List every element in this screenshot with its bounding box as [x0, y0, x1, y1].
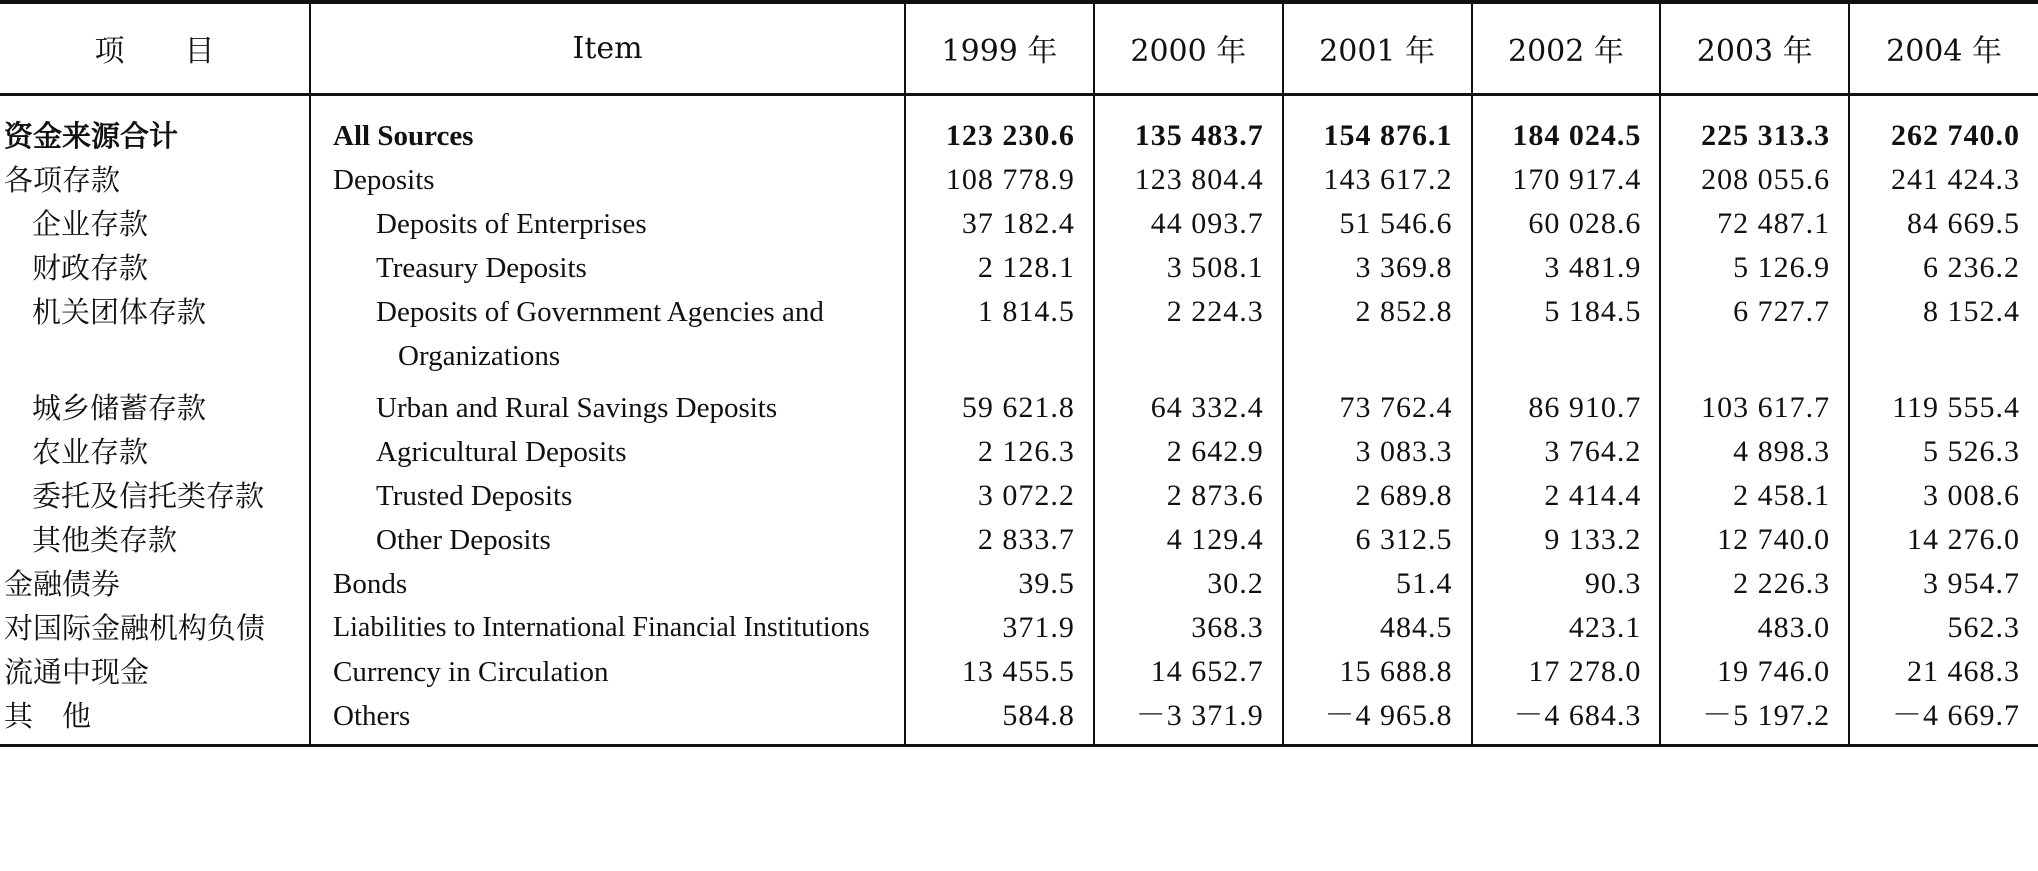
cell-1999: 371.9: [905, 606, 1094, 650]
cell-2001: 3 369.8: [1283, 246, 1472, 290]
cell-1999: 123 230.6: [905, 94, 1094, 158]
header-item-en: Item: [310, 2, 905, 94]
table-row-government-agencies-deposits: [0, 290, 2038, 386]
row-label-cn: 机关团体存款: [32, 294, 207, 329]
cell-1999: 3 072.2: [905, 474, 1094, 518]
header-year-2003: 2003 年: [1660, 2, 1849, 94]
row-label-en-line1: Deposits of Government Agencies and: [376, 295, 824, 328]
table-row-bonds: [0, 562, 2038, 606]
cell-2004: 3 008.6: [1849, 474, 2038, 518]
cell-2002: 86 910.7: [1472, 386, 1661, 430]
cell-2004: 21 468.3: [1849, 650, 2038, 694]
row-label-cn: 农业存款: [32, 434, 149, 469]
table-row-currency-in-circulation: [0, 650, 2038, 694]
row-label-cn: 委托及信托类存款: [32, 478, 265, 513]
cell-2004: 8 152.4: [1849, 290, 2038, 386]
cell-2003: 6 727.7: [1660, 290, 1849, 386]
cell-2000: 123 804.4: [1094, 158, 1283, 202]
row-label-cn: 其他类存款: [32, 522, 178, 557]
row-label-cn: 金融债券: [4, 566, 121, 601]
row-label-cn: 对国际金融机构负债: [4, 610, 266, 645]
header-row: [0, 2, 2038, 94]
cell-2003: 19 746.0: [1660, 650, 1849, 694]
cell-2002: 423.1: [1472, 606, 1661, 650]
cell-2001: 143 617.2: [1283, 158, 1472, 202]
cell-1999: 13 455.5: [905, 650, 1094, 694]
cell-2004: 3 954.7: [1849, 562, 2038, 606]
header-year-1999: 1999 年: [905, 2, 1094, 94]
cell-2002: 5 184.5: [1472, 290, 1661, 386]
row-label-en: Urban and Rural Savings Deposits: [310, 386, 905, 430]
cell-2003: 5 126.9: [1660, 246, 1849, 290]
table-row-agricultural-deposits: [0, 430, 2038, 474]
cell-1999: 59 621.8: [905, 386, 1094, 430]
cell-2001: 51.4: [1283, 562, 1472, 606]
cell-2001: 2 852.8: [1283, 290, 1472, 386]
cell-2003: 12 740.0: [1660, 518, 1849, 562]
cell-2000: 14 652.7: [1094, 650, 1283, 694]
cell-2001: －4 965.8: [1283, 694, 1472, 746]
header-year-2002: 2002 年: [1472, 2, 1661, 94]
cell-2002: 60 028.6: [1472, 202, 1661, 246]
cell-2004: 262 740.0: [1849, 94, 2038, 158]
row-label-cn: 其 他: [0, 694, 310, 746]
cell-1999: 1 814.5: [905, 290, 1094, 386]
cell-2004: 14 276.0: [1849, 518, 2038, 562]
cell-2000: 135 483.7: [1094, 94, 1283, 158]
cell-2003: 4 898.3: [1660, 430, 1849, 474]
cell-2003: 208 055.6: [1660, 158, 1849, 202]
header-year-2000: 2000 年: [1094, 2, 1283, 94]
table-row-enterprise-deposits: [0, 202, 2038, 246]
cell-2000: 30.2: [1094, 562, 1283, 606]
cell-2003: 225 313.3: [1660, 94, 1849, 158]
cell-1999: 108 778.9: [905, 158, 1094, 202]
cell-2002: 2 414.4: [1472, 474, 1661, 518]
cell-2003: 72 487.1: [1660, 202, 1849, 246]
cell-1999: 39.5: [905, 562, 1094, 606]
row-label-cn: 流通中现金: [4, 654, 150, 689]
cell-2000: 368.3: [1094, 606, 1283, 650]
table-row-others: [0, 694, 2038, 746]
cell-2003: 2 226.3: [1660, 562, 1849, 606]
cell-2000: 2 224.3: [1094, 290, 1283, 386]
cell-2004: 241 424.3: [1849, 158, 2038, 202]
row-label-en: [310, 290, 905, 386]
table-row-international-liabilities: [0, 606, 2038, 650]
table-row-savings-deposits: [0, 386, 2038, 430]
cell-2004: 562.3: [1849, 606, 2038, 650]
header-year-2004: 2004 年: [1849, 2, 2038, 94]
row-label-en: All Sources: [310, 94, 905, 158]
cell-2004: －4 669.7: [1849, 694, 2038, 746]
cell-2001: 73 762.4: [1283, 386, 1472, 430]
row-label-en: Currency in Circulation: [310, 650, 905, 694]
cell-2001: 154 876.1: [1283, 94, 1472, 158]
cell-2002: 170 917.4: [1472, 158, 1661, 202]
cell-2000: 2 642.9: [1094, 430, 1283, 474]
row-label-cn: 各项存款: [4, 162, 121, 197]
cell-2004: 84 669.5: [1849, 202, 2038, 246]
cell-2000: 3 508.1: [1094, 246, 1283, 290]
cell-2004: 5 526.3: [1849, 430, 2038, 474]
row-label-en: Bonds: [310, 562, 905, 606]
row-label-en: Agricultural Deposits: [310, 430, 905, 474]
cell-2001: 51 546.6: [1283, 202, 1472, 246]
row-label-cn: 资金来源合计: [4, 118, 179, 153]
row-label-en: Deposits: [310, 158, 905, 202]
cell-2002: 9 133.2: [1472, 518, 1661, 562]
row-label-en: Treasury Deposits: [310, 246, 905, 290]
cell-2001: 6 312.5: [1283, 518, 1472, 562]
row-label-cn: 企业存款: [32, 206, 149, 241]
cell-2002: 3 764.2: [1472, 430, 1661, 474]
cell-2000: 64 332.4: [1094, 386, 1283, 430]
cell-2002: －4 684.3: [1472, 694, 1661, 746]
table-row-all-sources: [0, 94, 2038, 158]
row-label-en: Liabilities to International Financial Institutions: [310, 606, 905, 650]
table-row-other-deposits: [0, 518, 2038, 562]
row-label-cn: 城乡储蓄存款: [32, 390, 207, 425]
cell-2001: 484.5: [1283, 606, 1472, 650]
cell-2001: 15 688.8: [1283, 650, 1472, 694]
cell-2003: 103 617.7: [1660, 386, 1849, 430]
row-label-en: Other Deposits: [310, 518, 905, 562]
cell-2002: 90.3: [1472, 562, 1661, 606]
cell-2000: 2 873.6: [1094, 474, 1283, 518]
cell-2001: 3 083.3: [1283, 430, 1472, 474]
row-label-en: Trusted Deposits: [310, 474, 905, 518]
cell-2003: －5 197.2: [1660, 694, 1849, 746]
header-item-cn: 项 目: [0, 2, 310, 94]
cell-2002: 3 481.9: [1472, 246, 1661, 290]
cell-2003: 483.0: [1660, 606, 1849, 650]
row-label-en: Deposits of Enterprises: [310, 202, 905, 246]
row-label-en: Others: [310, 694, 905, 746]
cell-2004: 6 236.2: [1849, 246, 2038, 290]
cell-2003: 2 458.1: [1660, 474, 1849, 518]
cell-1999: 2 128.1: [905, 246, 1094, 290]
cell-2000: 44 093.7: [1094, 202, 1283, 246]
cell-1999: 37 182.4: [905, 202, 1094, 246]
cell-2002: 184 024.5: [1472, 94, 1661, 158]
cell-1999: 2 126.3: [905, 430, 1094, 474]
cell-2002: 17 278.0: [1472, 650, 1661, 694]
cell-2004: 119 555.4: [1849, 386, 2038, 430]
table-row-treasury-deposits: [0, 246, 2038, 290]
table-row-deposits: [0, 158, 2038, 202]
cell-1999: 584.8: [905, 694, 1094, 746]
table-row-trusted-deposits: [0, 474, 2038, 518]
cell-1999: 2 833.7: [905, 518, 1094, 562]
row-label-en-line2: Organizations: [398, 339, 561, 372]
cell-2000: 4 129.4: [1094, 518, 1283, 562]
row-label-cn: 财政存款: [32, 250, 149, 285]
cell-2000: －3 371.9: [1094, 694, 1283, 746]
header-year-2001: 2001 年: [1283, 2, 1472, 94]
cell-2001: 2 689.8: [1283, 474, 1472, 518]
